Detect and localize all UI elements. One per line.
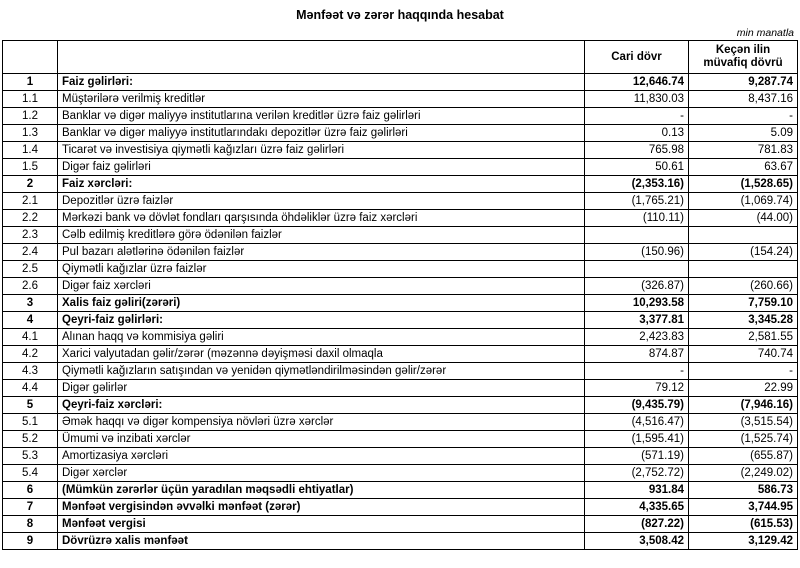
row-number: 2.4 (3, 244, 58, 261)
row-number: 2.2 (3, 210, 58, 227)
table-row (3, 176, 798, 193)
row-label: Mənfəət vergisi (58, 516, 585, 533)
current-period-value: 50.61 (585, 159, 689, 176)
row-number: 1 (3, 74, 58, 91)
row-label: Müştərilərə verilmiş kreditlər (58, 91, 585, 108)
current-period-value: (571.19) (585, 448, 689, 465)
current-period-value: (1,595.41) (585, 431, 689, 448)
current-period-value: (1,765.21) (585, 193, 689, 210)
current-period-value: 11,830.03 (585, 91, 689, 108)
row-label: Digər faiz xərcləri (58, 278, 585, 295)
row-number: 4.3 (3, 363, 58, 380)
table-row (3, 159, 798, 176)
row-number: 5.2 (3, 431, 58, 448)
current-period-value: 0.13 (585, 125, 689, 142)
current-period-value: (4,516.47) (585, 414, 689, 431)
prior-period-value: 7,759.10 (689, 295, 798, 312)
table-row (3, 448, 798, 465)
table-row (3, 142, 798, 159)
table-body (3, 74, 798, 550)
row-label: Alınan haqq və kommisiya gəliri (58, 329, 585, 346)
table-row (3, 210, 798, 227)
prior-period-value: (2,249.02) (689, 465, 798, 482)
row-number: 2.3 (3, 227, 58, 244)
row-label: Əmək haqqı və digər kompensiya növləri üzrə xərclər (58, 414, 585, 431)
prior-period-value: (615.53) (689, 516, 798, 533)
current-period-value: 79.12 (585, 380, 689, 397)
table-row (3, 312, 798, 329)
current-period-value: - (585, 363, 689, 380)
prior-period-value (689, 227, 798, 244)
current-period-value: 931.84 (585, 482, 689, 499)
prior-period-value: - (689, 108, 798, 125)
header-prior-period (689, 41, 798, 74)
prior-period-value: 586.73 (689, 482, 798, 499)
prior-period-value: 63.67 (689, 159, 798, 176)
report-title: Mənfəət və zərər haqqında hesabat (296, 8, 504, 22)
table-row (3, 244, 798, 261)
prior-period-value: 8,437.16 (689, 91, 798, 108)
table-row (3, 74, 798, 91)
row-label: Faiz xərcləri: (58, 176, 585, 193)
row-label: Qeyri-faiz gəlirləri: (58, 312, 585, 329)
current-period-value: 3,377.81 (585, 312, 689, 329)
prior-period-value: 5.09 (689, 125, 798, 142)
current-period-value (585, 227, 689, 244)
current-period-value: 3,508.42 (585, 533, 689, 550)
row-label: Digər xərclər (58, 465, 585, 482)
current-period-value: (827.22) (585, 516, 689, 533)
prior-period-value: (44.00) (689, 210, 798, 227)
prior-period-value: 3,129.42 (689, 533, 798, 550)
prior-period-value (689, 261, 798, 278)
table-row (3, 295, 798, 312)
table-row (3, 261, 798, 278)
row-number: 2.6 (3, 278, 58, 295)
current-period-value: 10,293.58 (585, 295, 689, 312)
current-period-value: (150.96) (585, 244, 689, 261)
row-label: Xalis faiz gəliri(zərəri) (58, 295, 585, 312)
current-period-value: 2,423.83 (585, 329, 689, 346)
table-row (3, 227, 798, 244)
row-number: 9 (3, 533, 58, 550)
row-label: Mərkəzi bank və dövlət fondları qarşısında öhdəliklər üzrə faiz xərcləri (58, 210, 585, 227)
current-period-value: 4,335.65 (585, 499, 689, 516)
row-number: 1.2 (3, 108, 58, 125)
unit-note: min manatla (736, 27, 794, 39)
table-row (3, 499, 798, 516)
row-number: 4.4 (3, 380, 58, 397)
prior-period-value: - (689, 363, 798, 380)
header-row (3, 41, 798, 74)
row-number: 7 (3, 499, 58, 516)
row-label: Mənfəət vergisindən əvvəlki mənfəət (zərər) (58, 499, 585, 516)
row-label: Qiymətli kağızların satışından və yenidən qiymətləndirilməsindən gəlir/zərər (58, 363, 585, 380)
row-number: 4.1 (3, 329, 58, 346)
table-row (3, 431, 798, 448)
header-prior-period-label: Keçən ilin müvafiq dövrü (703, 44, 783, 69)
current-period-value: (326.87) (585, 278, 689, 295)
prior-period-value: 740.74 (689, 346, 798, 363)
table-row (3, 414, 798, 431)
table-row (3, 397, 798, 414)
row-label: Digər gəlirlər (58, 380, 585, 397)
table-row (3, 465, 798, 482)
prior-period-value: (1,525.74) (689, 431, 798, 448)
row-label: Banklar və digər maliyyə institutlarına verilən kreditlər üzrə faiz gəlirləri (58, 108, 585, 125)
row-label: Ticarət və investisiya qiymətli kağızları üzrə faiz gəlirləri (58, 142, 585, 159)
current-period-value: - (585, 108, 689, 125)
table-row (3, 346, 798, 363)
current-period-value: (2,752.72) (585, 465, 689, 482)
table-row (3, 363, 798, 380)
row-number: 2.5 (3, 261, 58, 278)
row-label: Pul bazarı alətlərinə ödənilən faizlər (58, 244, 585, 261)
header-current-period: Cari dövr (585, 41, 689, 74)
prior-period-value: 22.99 (689, 380, 798, 397)
prior-period-value: (260.66) (689, 278, 798, 295)
prior-period-value: 781.83 (689, 142, 798, 159)
row-label: Ümumi və inzibati xərclər (58, 431, 585, 448)
row-number: 1.5 (3, 159, 58, 176)
prior-period-value: (1,069.74) (689, 193, 798, 210)
row-label: Xarici valyutadan gəlir/zərər (məzənnə dəyişməsi daxil olmaqla (58, 346, 585, 363)
prior-period-value: 3,744.95 (689, 499, 798, 516)
prior-period-value: (154.24) (689, 244, 798, 261)
table-row (3, 533, 798, 550)
row-number: 1.1 (3, 91, 58, 108)
row-number: 6 (3, 482, 58, 499)
table-row (3, 108, 798, 125)
table-row (3, 380, 798, 397)
table-row (3, 482, 798, 499)
row-number: 5.1 (3, 414, 58, 431)
row-number: 5.4 (3, 465, 58, 482)
current-period-value: 874.87 (585, 346, 689, 363)
row-label: (Mümkün zərərlər üçün yaradılan məqsədli ehtiyatlar) (58, 482, 585, 499)
row-number: 5 (3, 397, 58, 414)
header-number (3, 41, 58, 74)
row-number: 3 (3, 295, 58, 312)
current-period-value: (110.11) (585, 210, 689, 227)
current-period-value: (9,435.79) (585, 397, 689, 414)
row-number: 1.4 (3, 142, 58, 159)
row-number: 1.3 (3, 125, 58, 142)
table-row (3, 516, 798, 533)
table-row (3, 193, 798, 210)
current-period-value: 765.98 (585, 142, 689, 159)
prior-period-value: (655.87) (689, 448, 798, 465)
row-number: 4 (3, 312, 58, 329)
income-statement-table (2, 40, 798, 550)
prior-period-value: 9,287.74 (689, 74, 798, 91)
current-period-value (585, 261, 689, 278)
prior-period-value: (7,946.16) (689, 397, 798, 414)
prior-period-value: 2,581.55 (689, 329, 798, 346)
row-number: 5.3 (3, 448, 58, 465)
row-label: Depozitlər üzrə faizlər (58, 193, 585, 210)
row-label: Qiymətli kağızlar üzrə faizlər (58, 261, 585, 278)
row-label: Digər faiz gəlirləri (58, 159, 585, 176)
row-number: 4.2 (3, 346, 58, 363)
row-label: Cəlb edilmiş kreditlərə görə ödənilən faizlər (58, 227, 585, 244)
current-period-value: 12,646.74 (585, 74, 689, 91)
row-number: 2 (3, 176, 58, 193)
header-item (58, 41, 585, 74)
prior-period-value: (3,515.54) (689, 414, 798, 431)
row-number: 2.1 (3, 193, 58, 210)
current-period-value: (2,353.16) (585, 176, 689, 193)
prior-period-value: 3,345.28 (689, 312, 798, 329)
table-row (3, 125, 798, 142)
row-label: Faiz gəlirləri: (58, 74, 585, 91)
table-row (3, 278, 798, 295)
row-number: 8 (3, 516, 58, 533)
row-label: Qeyri-faiz xərcləri: (58, 397, 585, 414)
table-row (3, 329, 798, 346)
row-label: Dövrüzrə xalis mənfəət (58, 533, 585, 550)
table-row (3, 91, 798, 108)
row-label: Banklar və digər maliyyə institutlarındakı depozitlər üzrə faiz gəlirləri (58, 125, 585, 142)
row-label: Amortizasiya xərcləri (58, 448, 585, 465)
prior-period-value: (1,528.65) (689, 176, 798, 193)
